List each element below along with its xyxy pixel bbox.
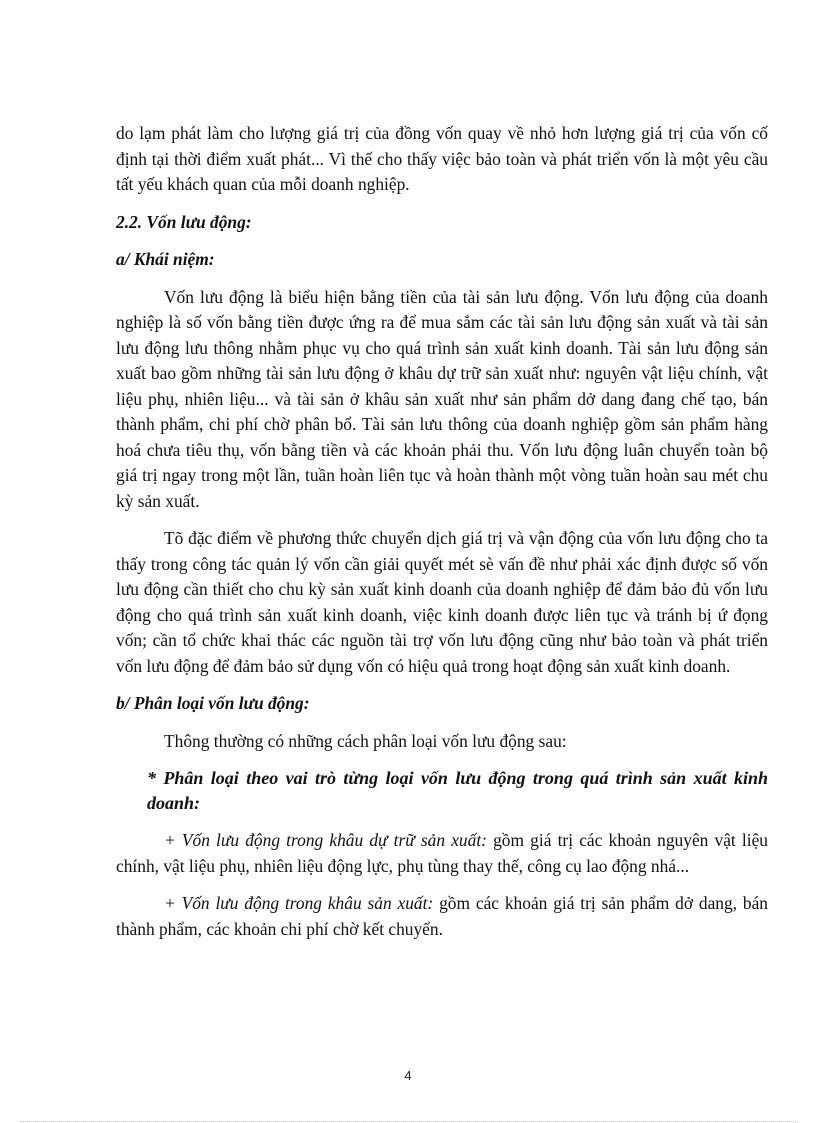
- features-paragraph: Tõ đặc điểm về phương thức chuyển dịch giá trị và vận động của vốn lưu động cho ta thấy trong công tác quản lý vốn cần giải quyết mét sè vấn đề như phải xác định được số vốn lưu động cần thiết cho chu kỳ sản xuất kinh doanh của doanh nghiệp để đảm bảo đủ vốn lưu động cho quá trình sản xuất kinh doanh, việc kinh doanh được liên tục và tránh bị ứ đọng vốn; cần tổ chức khai thác các nguồn tài trợ vốn lưu động cũng như bảo toàn và phát triển vốn lưu động để đảm bảo sử dụng vốn có hiệu quả trong hoạt động sản xuất kinh doanh.: [116, 528, 768, 676]
- page-body: [116, 121, 768, 942]
- classification-intro: Thông thường có những cách phân loại vốn lưu động sau:: [164, 730, 567, 751]
- page-number: 4: [404, 1068, 412, 1083]
- list-item-lead: + Vốn lưu động trong khâu sản xuất:: [164, 893, 434, 913]
- classification-heading: b/ Phân loại vốn lưu động:: [116, 693, 310, 713]
- list-item-text: gồm các khoản giá trị sản phẩm dở dang, bán thành phẩm, các khoản chi phí chờ kết chuyển.: [116, 893, 768, 939]
- list-item: [116, 828, 768, 879]
- intro-paragraph: do lạm phát làm cho lượng giá trị của đồng vốn quay về nhỏ hơn lượng giá trị của vốn cố định tại thời điểm xuất phát... Vì thế cho thấy việc bảo toàn và phát triển vốn là một yêu cầu tất yếu khách quan của mỗi doanh nghiệp.: [116, 123, 768, 194]
- concept-paragraph: Vốn lưu động là biểu hiện bằng tiền của tài sản lưu động. Vốn lưu động của doanh nghiệp là số vốn bằng tiền được ứng ra để mua sắm các tài sản lưu động sản xuất và tài sản lưu động lưu thông nhằm phục vụ cho quá trình sản xuất kinh doanh. Tài sản lưu động sản xuất bao gồm những tài sản lưu động ở khâu dự trữ sản xuất như: nguyên vật liệu chính, vật liệu phụ, nhiên liệu... và tài sản ở khâu sản xuất như sản phẩm dở dang đang chế tạo, bán thành phẩm, chi phí chờ phân bổ. Tài sản lưu thông của doanh nghiệp gồm sản phẩm hàng hoá chưa tiêu thụ, vốn bằng tiền và các khoản phải thu. Vốn lưu động luân chuyển toàn bộ giá trị ngay trong một lần, tuần hoàn liên tục và hoàn thành một vòng tuần hoàn sau mét chu kỳ sản xuất.: [116, 286, 768, 511]
- list-item-text: gồm giá trị các khoản nguyên vật liệu chính, vật liệu phụ, nhiên liệu động lực, phụ tùng thay thế, công cụ lao động nhá...: [116, 830, 768, 876]
- concept-heading: a/ Khái niệm:: [116, 249, 215, 269]
- list-item-lead: + Vốn lưu động trong khâu dự trữ sản xuất:: [164, 830, 487, 850]
- classification-subheading: * Phân loại theo vai trò từng loại vốn lưu động trong quá trình sản xuất kinh doanh:: [147, 768, 768, 813]
- list-item: [116, 891, 768, 942]
- section-heading: 2.2. Vốn lưu động:: [116, 211, 252, 232]
- page-bottom-divider: [20, 1121, 796, 1122]
